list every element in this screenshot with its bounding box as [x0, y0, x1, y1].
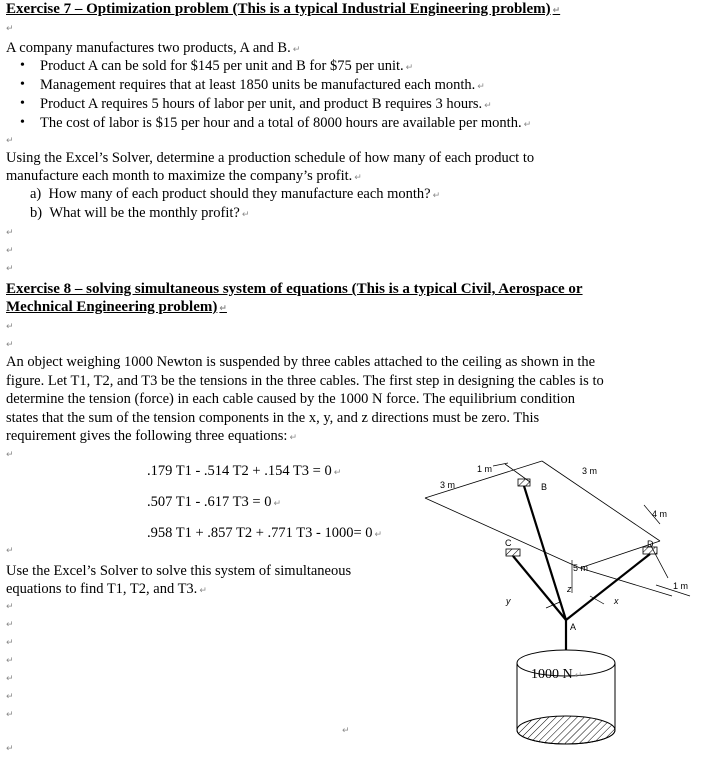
dim-3m-left: 3 m	[440, 480, 456, 490]
paragraph-mark: ↵	[6, 546, 14, 556]
paragraph-mark: ↵	[6, 710, 14, 720]
weight-label: 1000 N ↵	[531, 667, 583, 682]
paragraph-mark: ↵	[6, 136, 14, 146]
paragraph-mark: ↵	[6, 24, 14, 34]
cable-b	[524, 486, 566, 620]
point-b-label: B	[541, 482, 548, 492]
equation-3: .958 T1 + .857 T2 + .771 T3 - 1000= 0 ↵	[147, 525, 383, 541]
paragraph-mark: ↵	[6, 638, 14, 648]
dim-1m-top: 1 m	[477, 464, 493, 474]
bullet-icon: •	[20, 77, 25, 92]
axis-z-label: z	[567, 584, 572, 594]
bullet-icon: •	[20, 96, 25, 111]
exercise-8-title: Exercise 8 – solving simultaneous system of equations (This is a typical Civil, Aerospace or	[6, 281, 583, 297]
ceiling-lines	[425, 461, 672, 596]
exercise-8-paragraph: figure. Let T1, T2, and T3 be the tensions in the three cables. The first step in designing the cables is to	[6, 373, 604, 389]
axis-y-label: y	[506, 596, 511, 606]
exercise-8-paragraph: states that the sum of the tension components in the x, y, and z directions must be zero. This	[6, 410, 540, 426]
paragraph-mark: ↵	[6, 692, 14, 702]
paragraph-mark: ↵	[342, 726, 350, 736]
paragraph-mark: ↵	[6, 620, 14, 630]
exercise-7-intro: A company manufactures two products, A and B. ↵	[6, 40, 301, 56]
exercise-7-title: Exercise 7 – Optimization problem (This is a typical Industrial Engineering problem) ↵	[6, 1, 561, 17]
bullet-icon: •	[20, 58, 25, 73]
dim-3m-right: 3 m	[582, 466, 598, 476]
equation-1: .179 T1 - .514 T2 + .154 T3 = 0 ↵	[147, 463, 342, 479]
question-a: a) How many of each product should they manufacture each month? ↵	[30, 186, 441, 202]
paragraph-mark: ↵	[6, 674, 14, 684]
cable-c	[513, 556, 566, 620]
point-a-label: A	[570, 622, 577, 632]
exercise-7-bullet: The cost of labor is $15 per hour and a total of 8000 hours are available per month. ↵	[40, 115, 532, 131]
point-c-label: C	[505, 538, 512, 548]
paragraph-mark: ↵	[6, 450, 14, 460]
exercise-8-title: Mechnical Engineering problem) ↵	[6, 299, 227, 315]
paragraph-mark: ↵	[6, 228, 14, 238]
point-d-label: D	[647, 539, 654, 549]
dim-1m-right: 1 m	[673, 581, 689, 591]
exercise-7-bullet: Management requires that at least 1850 units be manufactured each month. ↵	[40, 77, 485, 93]
solver-instruction: Use the Excel’s Solver to solve this system of simultaneous	[6, 563, 352, 579]
exercise-7-task: manufacture each month to maximize the company’s profit. ↵	[6, 168, 362, 184]
weight-cylinder	[517, 650, 615, 744]
exercise-7-bullet: Product A can be sold for $145 per unit and B for $75 per unit. ↵	[40, 58, 414, 74]
equation-2: .507 T1 - .617 T3 = 0 ↵	[147, 494, 281, 510]
paragraph-mark: ↵	[6, 744, 14, 754]
axis-x-label: x	[614, 596, 619, 606]
bullet-icon: •	[20, 115, 25, 130]
paragraph-mark: ↵	[6, 246, 14, 256]
dim-5m: 5 m	[573, 563, 589, 573]
paragraph-mark: ↵	[6, 322, 14, 332]
exercise-8-paragraph: An object weighing 1000 Newton is suspended by three cables attached to the ceiling as shown in the	[6, 354, 596, 370]
dim-4m: 4 m	[652, 509, 668, 519]
paragraph-mark: ↵	[6, 264, 14, 274]
paragraph-mark: ↵	[6, 656, 14, 666]
exercise-8-paragraph: requirement gives the following three equations: ↵	[6, 428, 298, 444]
paragraph-mark: ↵	[6, 340, 14, 350]
paragraph-mark: ↵	[6, 602, 14, 612]
solver-instruction: equations to find T1, T2, and T3. ↵	[6, 581, 207, 597]
question-b: b) What will be the monthly profit? ↵	[30, 205, 250, 221]
exercise-7-task: Using the Excel’s Solver, determine a production schedule of how many of each product to	[6, 150, 535, 166]
anchor-c	[506, 549, 520, 556]
anchor-b	[518, 479, 530, 486]
exercise-7-bullet: Product A requires 5 hours of labor per unit, and product B requires 3 hours. ↵	[40, 96, 492, 112]
exercise-8-paragraph: determine the tension (force) in each cable caused by the 1000 N force. The equilibrium condition	[6, 391, 576, 407]
